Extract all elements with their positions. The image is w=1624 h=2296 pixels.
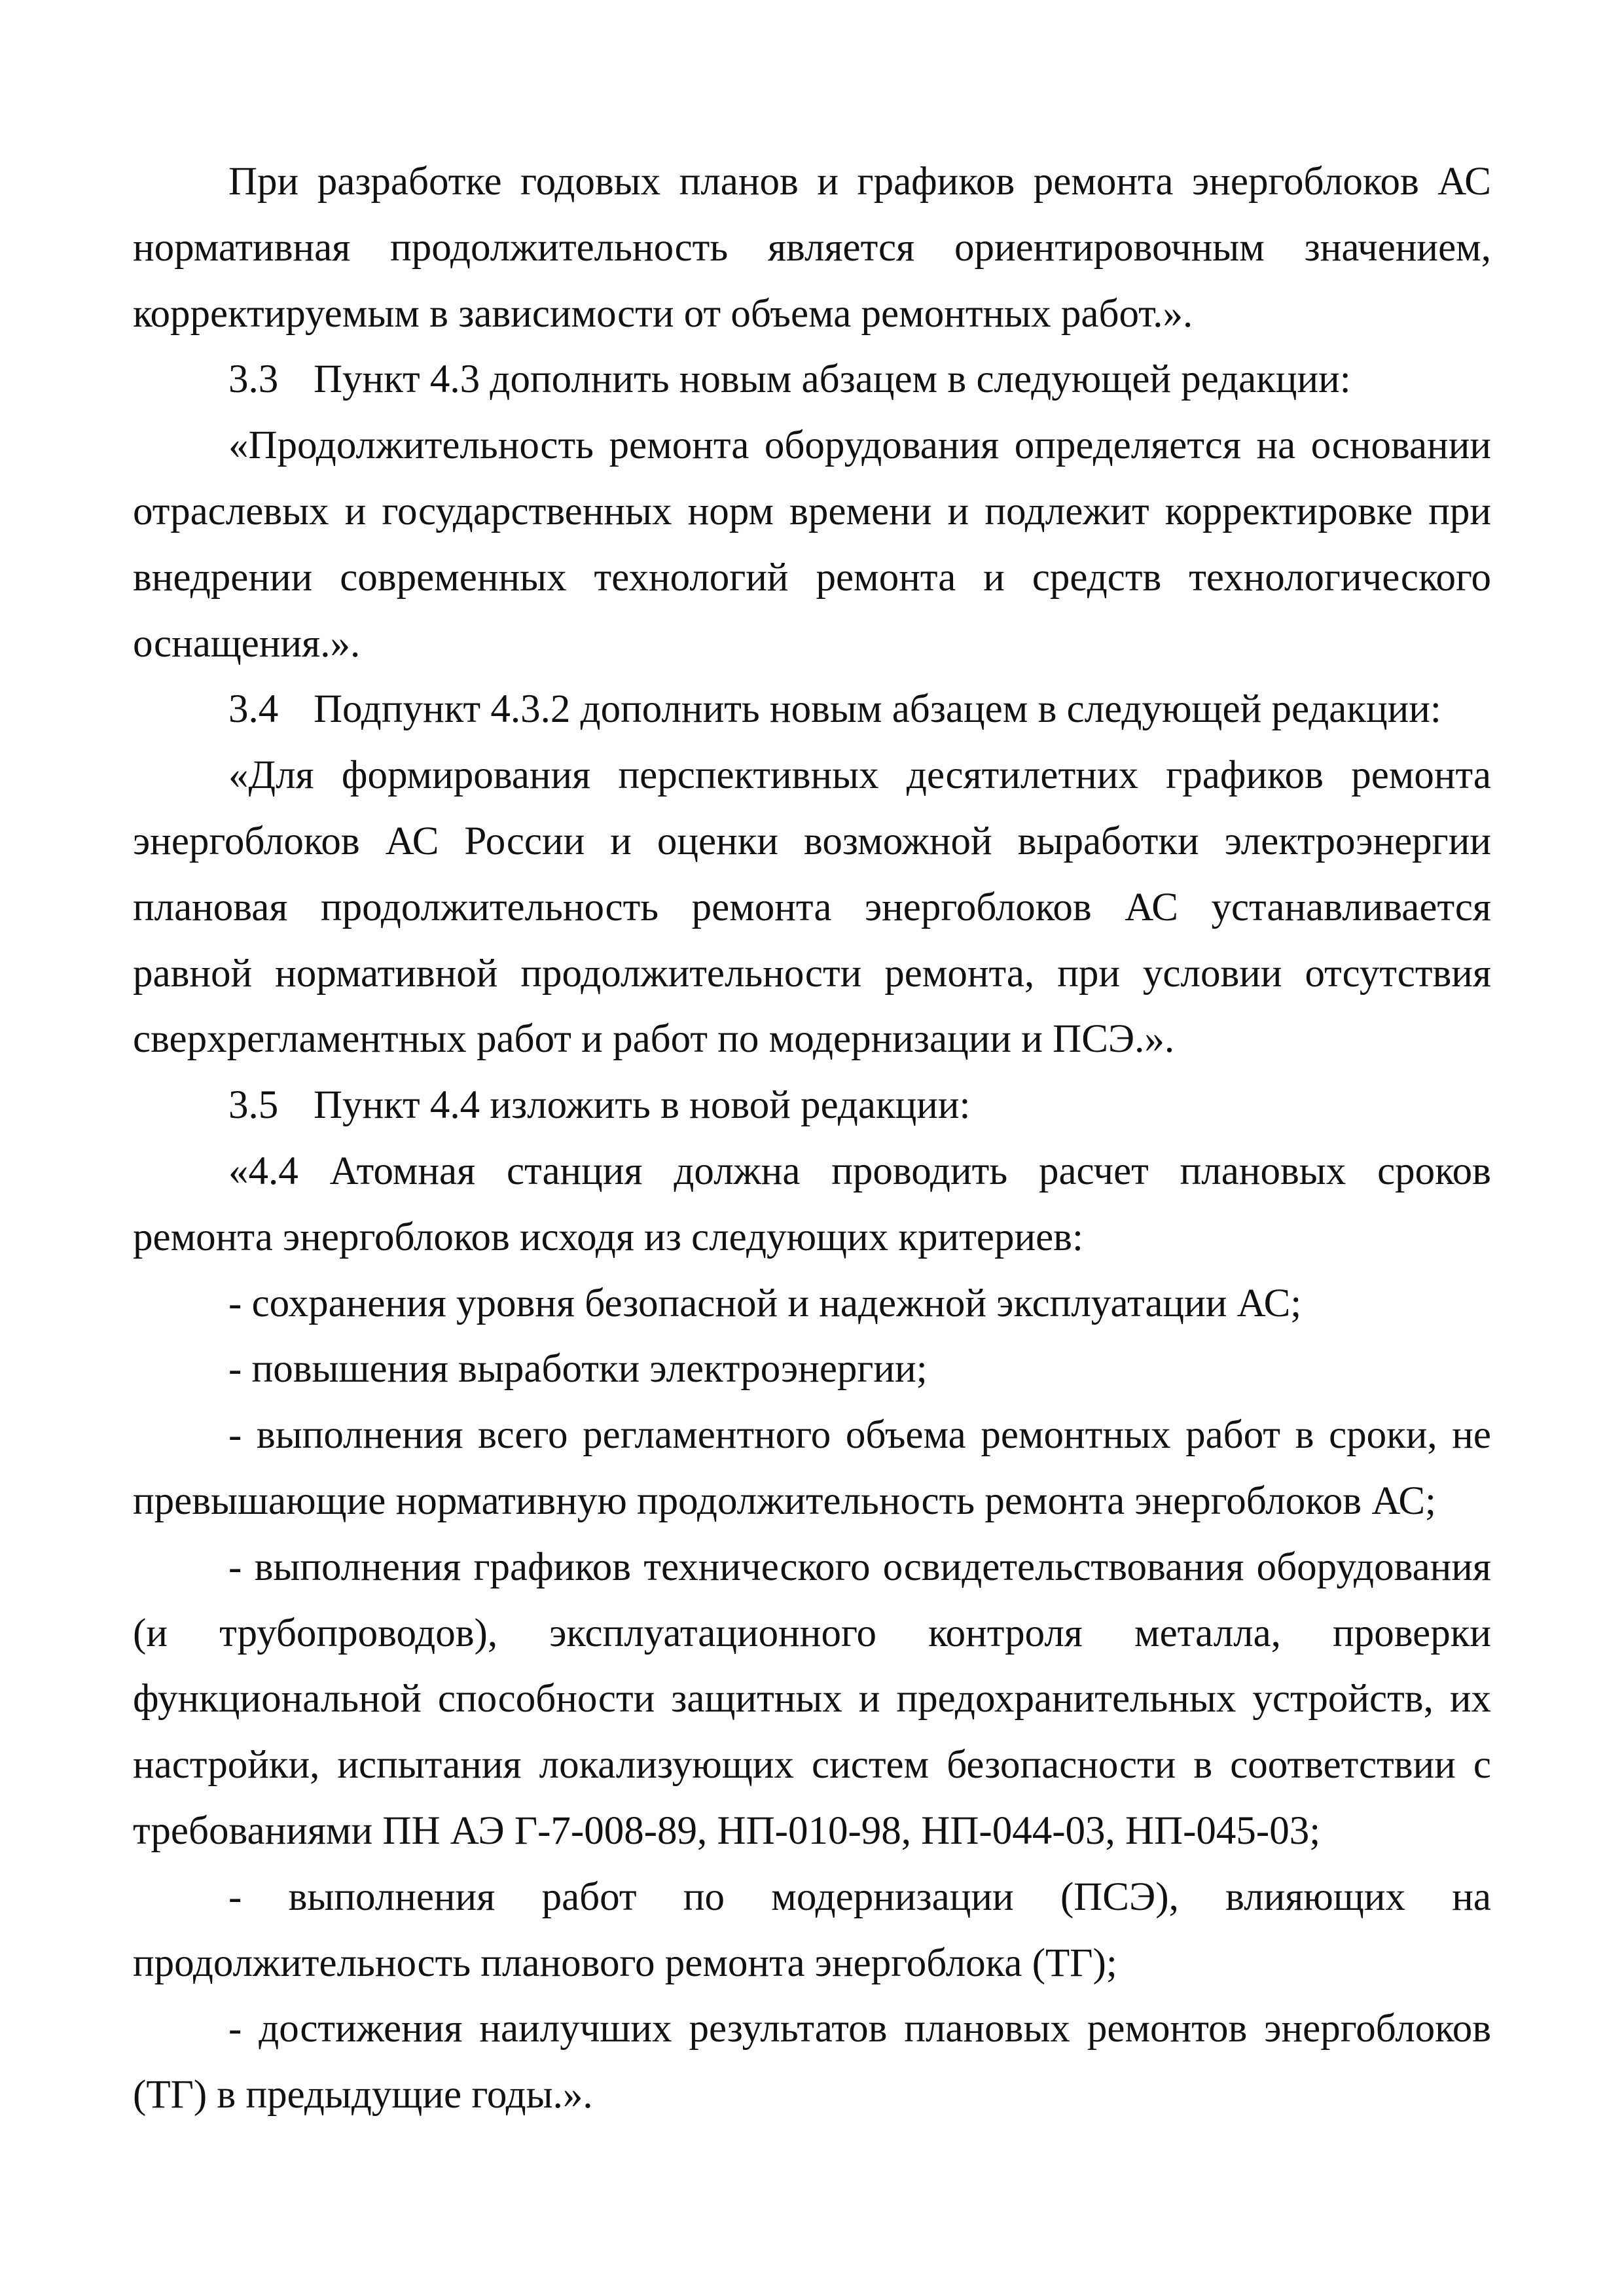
criterion-regulatory-scope: - выполнения всего регламентного объема ремонтных работ в сроки, не превышающие нормативную продолжительность ремонта энергоблоков АС; — [133, 1413, 1491, 1523]
item-number: 3.4 — [228, 687, 279, 732]
item-number: 3.5 — [228, 1083, 279, 1128]
criterion-modernization: - выполнения работ по модернизации (ПСЭ), влияющих на продолжительность планового ремонта энергоблока (ТГ); — [133, 1874, 1491, 1985]
criterion-safety: - сохранения уровня безопасной и надежной эксплуатации АС; — [228, 1281, 1302, 1325]
item-3-3 — [133, 347, 1491, 413]
item-text: Пункт 4.4 изложить в новой редакции: — [314, 1083, 971, 1128]
criterion-inspection-schedules: - выполнения графиков технического освидетельствования оборудования (и трубопроводов), эксплуатационного контроля металла, проверки функциональной способности защитных и предохранительных устройств, их настройки, испытания локализующих систем безопасности в соответствии с требованиями ПН АЭ Г-7-008-89, НП-010-98, НП-044-03, НП-045-03; — [133, 1545, 1491, 1853]
item-3-5 — [133, 1073, 1491, 1139]
item-text: Подпункт 4.3.2 дополнить новым абзацем в следующей редакции: — [314, 687, 1441, 732]
document-body — [133, 149, 1491, 2128]
paragraph-repair-duration: «Продолжительность ремонта оборудования определяется на основании отраслевых и государственных норм времени и подлежит корректировке при внедрении современных технологий ремонта и средств технологического оснащения.». — [133, 423, 1491, 666]
paragraph-ten-year-schedules: «Для формирования перспективных десятилетних графиков ремонта энергоблоков АС России и оценки возможной выработки электроэнергии плановая продолжительность ремонта энергоблоков АС устанавливается равной нормативной продолжительности ремонта, при условии отсутствия сверхрегламентных работ и работ по модернизации и ПСЭ.». — [133, 753, 1491, 1062]
item-text: Пункт 4.3 дополнить новым абзацем в следующей редакции: — [314, 357, 1351, 402]
item-3-4 — [133, 677, 1491, 743]
item-number: 3.3 — [228, 357, 279, 402]
paragraph-annual-plans: При разработке годовых планов и графиков ремонта энергоблоков АС нормативная продолжительность является ориентировочным значением, корректируемым в зависимости от объема ремонтных работ.». — [133, 160, 1491, 336]
criterion-best-results: - достижения наилучших результатов плановых ремонтов энергоблоков (ТГ) в предыдущие годы.». — [133, 2007, 1491, 2117]
criterion-energy-output: - повышения выработки электроэнергии; — [228, 1347, 928, 1391]
paragraph-4-4: «4.4 Атомная станция должна проводить расчет плановых сроков ремонта энергоблоков исходя из следующих критериев: — [133, 1149, 1491, 1259]
